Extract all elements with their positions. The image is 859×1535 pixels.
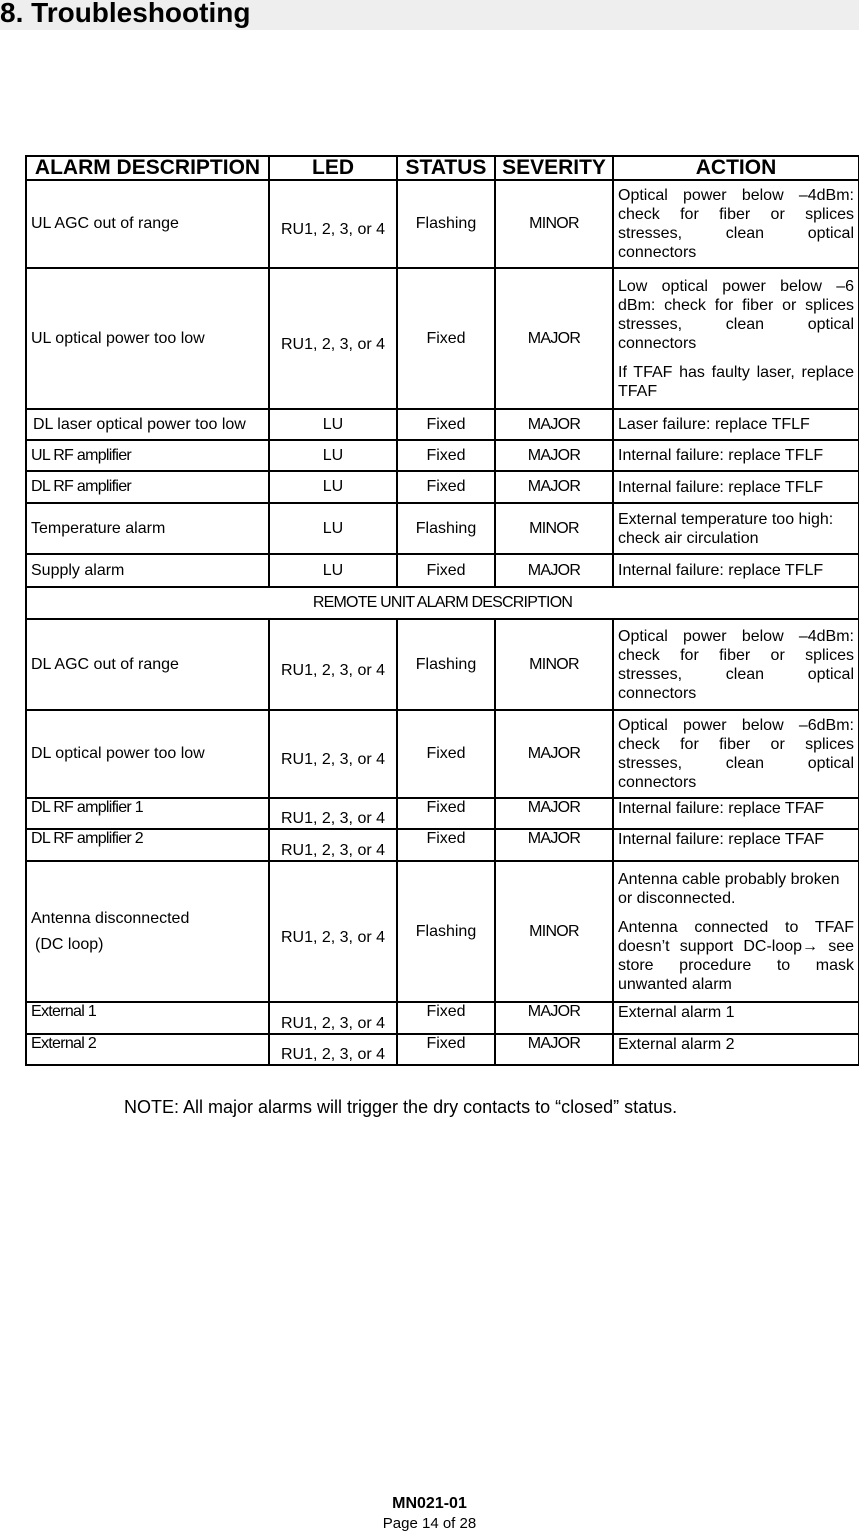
led-value: RU1, 2, 3, or 4 (269, 1002, 397, 1034)
table-header-row (26, 156, 859, 180)
status-value: Fixed (397, 1034, 495, 1065)
action-text: Optical power below –6dBm: check for fiber or splices stresses, clean optical connectors (613, 710, 859, 798)
header-severity: SEVERITY (495, 156, 613, 180)
severity-value: MAJOR (495, 554, 613, 587)
status-value: Flashing (397, 861, 495, 1002)
severity-value: MINOR (495, 180, 613, 268)
led-value: LU (269, 409, 397, 440)
led-value: LU (269, 554, 397, 587)
table-row (26, 829, 859, 861)
action-text: External temperature too high: check air circulation (613, 503, 859, 554)
header-led: LED (269, 156, 397, 180)
alarm-description: DL laser optical power too low (26, 409, 269, 440)
alarm-description: DL RF amplifier (26, 471, 269, 503)
action-text: Internal failure: replace TFAF (613, 798, 859, 829)
status-value: Fixed (397, 471, 495, 503)
table-row (26, 409, 859, 440)
table-row (26, 180, 859, 268)
table-row (26, 471, 859, 503)
action-cell (613, 268, 859, 409)
action-text: Internal failure: replace TFLF (613, 471, 859, 503)
status-value: Fixed (397, 1002, 495, 1034)
severity-value: MINOR (495, 503, 613, 554)
table-row (26, 861, 859, 1002)
status-value: Flashing (397, 619, 495, 710)
status-value: Fixed (397, 710, 495, 798)
alarm-description: Temperature alarm (26, 503, 269, 554)
alarm-description: UL optical power too low (26, 268, 269, 409)
action-text: Laser failure: replace TFLF (613, 409, 859, 440)
action-text: Internal failure: replace TFAF (613, 829, 859, 861)
led-value: RU1, 2, 3, or 4 (269, 619, 397, 710)
action-text: Internal failure: replace TFLF (613, 554, 859, 587)
status-value: Fixed (397, 554, 495, 587)
severity-value: MAJOR (495, 1034, 613, 1065)
severity-value: MAJOR (495, 710, 613, 798)
table-row (26, 440, 859, 471)
led-value: LU (269, 471, 397, 503)
alarm-description: DL optical power too low (26, 710, 269, 798)
table-row (26, 619, 859, 710)
section-title: 8. Troubleshooting (0, 0, 251, 28)
led-value: RU1, 2, 3, or 4 (269, 180, 397, 268)
table-row (26, 554, 859, 587)
table-row (26, 1002, 859, 1034)
alarm-description: Supply alarm (26, 554, 269, 587)
alarm-description: DL RF amplifier 1 (26, 798, 269, 829)
severity-value: MAJOR (495, 829, 613, 861)
alarm-description: Antenna disconnected (31, 909, 190, 927)
led-value: RU1, 2, 3, or 4 (269, 861, 397, 1002)
header-alarm-description: ALARM DESCRIPTION (26, 156, 269, 180)
severity-value: MAJOR (495, 440, 613, 471)
status-value: Fixed (397, 440, 495, 471)
header-status: STATUS (397, 156, 495, 180)
led-value: RU1, 2, 3, or 4 (269, 798, 397, 829)
status-value: Flashing (397, 180, 495, 268)
alarm-description: External 2 (26, 1034, 269, 1065)
alarm-description: DL RF amplifier 2 (26, 829, 269, 861)
status-value: Fixed (397, 798, 495, 829)
action-text-secondary: Antenna connected to TFAF doesn’t support DC-loop→ see store procedure to mask unwanted alarm (618, 918, 854, 993)
led-value: RU1, 2, 3, or 4 (269, 710, 397, 798)
table-row (26, 503, 859, 554)
alarm-description: External 1 (26, 1002, 269, 1034)
action-text-secondary: If TFAF has faulty laser, replace TFAF (618, 363, 854, 400)
alarm-description-cell (26, 861, 269, 1002)
status-value: Fixed (397, 409, 495, 440)
severity-value: MINOR (495, 619, 613, 710)
severity-value: MAJOR (495, 409, 613, 440)
page-number: Page 14 of 28 (382, 1515, 477, 1532)
major-alarm-note: NOTE: All major alarms will trigger the dry contacts to “closed” status. (124, 1097, 678, 1117)
severity-value: MAJOR (495, 1002, 613, 1034)
action-text: External alarm 1 (613, 1002, 859, 1034)
action-text: Optical power below –4dBm: check for fiber or splices stresses, clean optical connectors (613, 180, 859, 268)
status-value: Flashing (397, 503, 495, 554)
severity-value: MINOR (495, 861, 613, 1002)
severity-value: MAJOR (495, 471, 613, 503)
table-row (26, 798, 859, 829)
document-code: MN021-01 (392, 1495, 467, 1512)
table-row (26, 587, 859, 619)
led-value: RU1, 2, 3, or 4 (269, 1034, 397, 1065)
status-value: Fixed (397, 268, 495, 409)
table-row (26, 1034, 859, 1065)
status-value: Fixed (397, 829, 495, 861)
header-action: ACTION (613, 156, 859, 180)
remote-unit-section-label: REMOTE UNIT ALARM DESCRIPTION (26, 587, 859, 619)
action-text: Optical power below –4dBm: check for fiber or splices stresses, clean optical connectors (613, 619, 859, 710)
alarm-description: UL RF amplifier (26, 440, 269, 471)
led-value: RU1, 2, 3, or 4 (269, 268, 397, 409)
led-value: LU (269, 503, 397, 554)
action-cell (613, 861, 859, 1002)
led-value: RU1, 2, 3, or 4 (269, 829, 397, 861)
alarm-description: DL AGC out of range (26, 619, 269, 710)
alarm-description: UL AGC out of range (26, 180, 269, 268)
alarm-table (25, 155, 859, 1066)
action-text: External alarm 2 (613, 1034, 859, 1065)
table-row (26, 710, 859, 798)
severity-value: MAJOR (495, 798, 613, 829)
action-text: Internal failure: replace TFLF (613, 440, 859, 471)
action-text: Low optical power below –6 dBm: check for fiber or splices stresses, clean optical connectors (618, 277, 854, 352)
severity-value: MAJOR (495, 268, 613, 409)
table-row (26, 268, 859, 409)
action-text: Antenna cable probably broken or disconnected. (618, 870, 840, 907)
section-header (0, 0, 859, 30)
alarm-description-secondary: (DC loop) (35, 935, 104, 953)
led-value: LU (269, 440, 397, 471)
